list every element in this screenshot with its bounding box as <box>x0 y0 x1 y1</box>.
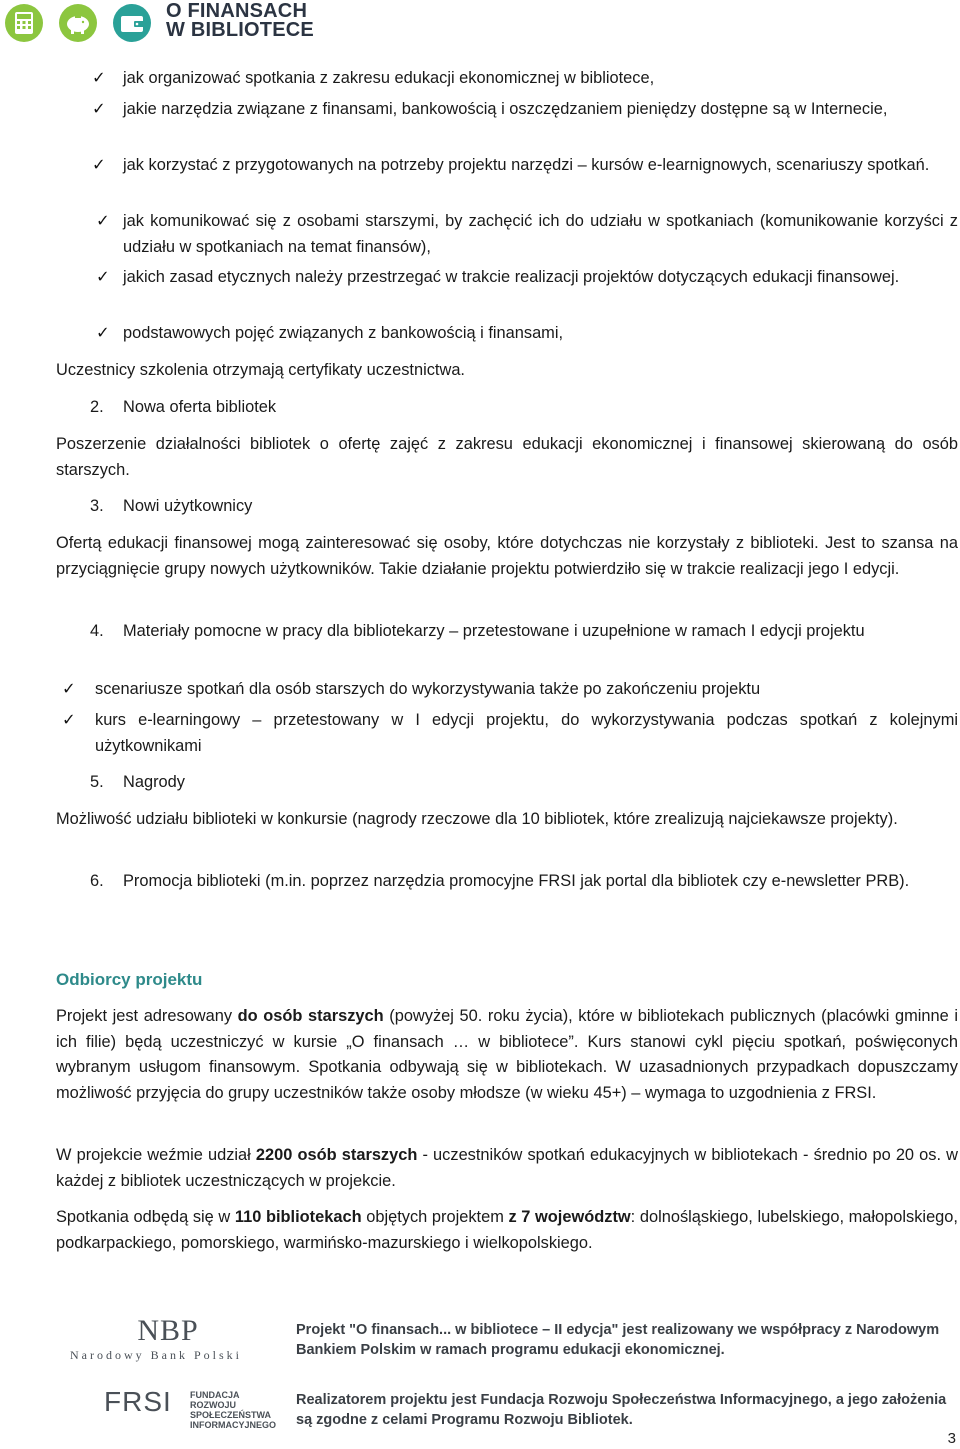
list-item-text: jakich zasad etycznych należy przestrzegać w trakcie realizacji projektów dotyczących edukacji finansowej. <box>123 268 900 286</box>
list-item <box>56 66 958 97</box>
bold-text: 110 bibliotekach <box>234 1208 362 1226</box>
brand-line-2: W BIBLIOTECE <box>166 19 314 41</box>
text-run: - uczestników spotkań edukacyjnych w bibliotekach - średnio po 20 os. w każdej z bibliotek uczestniczących w projekcie. <box>56 1146 958 1190</box>
checkmark-icon: ✓ <box>92 156 106 174</box>
document-body <box>56 66 958 1267</box>
list-item-text: jak organizować spotkania z zakresu edukacji ekonomicznej w bibliotece, <box>123 69 655 87</box>
frsi-logo-subtitle: FUNDACJA ROZWOJU SPOŁECZEŃSTWA INFORMACYJNEGO <box>190 1390 277 1430</box>
checkmark-icon: ✓ <box>92 100 106 118</box>
checkmark-icon: ✓ <box>62 711 76 729</box>
text-run: Spotkania odbędą się w <box>56 1208 235 1226</box>
header-logo <box>0 0 330 46</box>
text-run: Projekt jest adresowany <box>56 1007 238 1025</box>
list-item <box>56 153 958 209</box>
text-run: objętych projektem <box>361 1208 509 1226</box>
paragraph: Uczestnicy szkolenia otrzymają certyfikaty uczestnictwa. <box>56 361 465 379</box>
section-number: 6. <box>90 872 104 890</box>
checkmark-icon: ✓ <box>92 69 106 87</box>
section-heading-recipients: Odbiorcy projektu <box>56 970 203 989</box>
section-heading <box>56 395 958 432</box>
list-item-text: podstawowych pojęć związanych z bankowością i finansami, <box>123 324 564 342</box>
text-run: W projekcie weźmie udział <box>56 1146 256 1164</box>
section-number: 4. <box>90 622 104 640</box>
bold-text: 2200 osób starszych <box>255 1146 418 1164</box>
list-item-text: kurs e-learningowy – przetestowany w I edycji projektu, do wykorzystywania podczas spotkań z kolejnymi użytkownikami <box>95 711 958 755</box>
checkmark-icon: ✓ <box>96 268 110 286</box>
list-item-text: jakie narzędzia związane z finansami, bankowością i oszczędzaniem pieniędzy dostępne są w Internecie, <box>123 100 888 118</box>
page-number: 3 <box>947 1430 956 1447</box>
paragraph: Poszerzenie działalności bibliotek o ofertę zajęć z zakresu edukacji ekonomicznej i finansowej skierowaną do osób starszych. <box>56 435 958 479</box>
paragraph <box>56 1205 958 1267</box>
certificates-text <box>56 358 958 395</box>
nbp-logo-subtitle: Narodowy Bank Polski <box>70 1348 242 1362</box>
footer-text-frsi: Realizatorem projektu jest Fundacja Rozwoju Społeczeństwa Informacyjnego, a jego założenia są zgodne z celami Programu Rozwoju Bibliotek. <box>296 1392 947 1428</box>
section-title: Nowi użytkownicy <box>123 497 253 515</box>
paragraph <box>56 1004 958 1143</box>
text-run: (powyżej 50. roku życia), które w bibliotekach publicznych (placówki gminne i ich filie) będą uczestniczyć w kursie „O finansach … w bibliotece”. Kurs stanowi cykl pięciu spotkań, poświęconych wybranym usługom finansowym. Spotkania odbywają się w bibliotekach. W uzasadnionych przypadkach dopuszczamy możliwość przyjęcia do grupy uczestników także osoby młodsze (w wieku 45+) – wymaga to uzgodnienia z FRSI. <box>56 1007 958 1102</box>
list-item <box>56 321 958 358</box>
list-item <box>56 97 958 153</box>
nbp-logo-text: NBP <box>137 1314 199 1347</box>
list-item <box>56 677 958 708</box>
calculator-icon <box>4 3 44 43</box>
section-heading <box>56 619 958 677</box>
list-item-text: jak korzystać z przygotowanych na potrzeby projektu narzędzi – kursów e-learnignowych, scenariuszy spotkań. <box>123 156 930 174</box>
brand-line-1: O FINANSACH <box>166 0 308 22</box>
wallet-icon <box>112 3 152 43</box>
list-item <box>56 708 958 770</box>
section-number: 2. <box>90 398 104 416</box>
checkmark-icon: ✓ <box>62 680 76 698</box>
list-item <box>56 265 958 321</box>
piggy-bank-icon <box>58 3 98 43</box>
frsi-logo-text: FRSI <box>104 1386 172 1417</box>
section-heading <box>56 770 958 807</box>
nbp-logo <box>70 1314 270 1363</box>
section-heading <box>56 869 958 967</box>
paragraph: Możliwość udziału biblioteki w konkursie (nagrody rzeczowe dla 10 bibliotek, które zrealizują najciekawsze projekty). <box>56 810 898 828</box>
text-run: : dolnośląskiego, lubelskiego, małopolskiego, podkarpackiego, pomorskiego, warmińsko-mazurskiego i wielkopolskiego. <box>56 1208 958 1252</box>
footer <box>0 1300 960 1449</box>
section-title: Nowa oferta bibliotek <box>123 398 277 416</box>
list-item-text: jak komunikować się z osobami starszymi, by zachęcić ich do udziału w spotkaniach (komunikowanie korzyści z udziału w spotkaniach na temat finansów), <box>123 212 958 256</box>
section-number: 5. <box>90 773 104 791</box>
section-title: Promocja biblioteki (m.in. poprzez narzędzia promocyjne FRSI jak portal dla bibliotek czy e-newsletter PRB). <box>123 872 910 890</box>
footer-text-nbp: Projekt "O finansach... w bibliotece – II edycja" jest realizowany we współpracy z Narodowym Bankiem Polskim w ramach programu edukacji ekonomicznej. <box>296 1322 940 1358</box>
paragraph <box>56 1143 958 1205</box>
checkmark-icon: ✓ <box>96 324 110 342</box>
section-number: 3. <box>90 497 104 515</box>
paragraph: Ofertą edukacji finansowej mogą zainteresować się osoby, które dotychczas nie korzystały z biblioteki. Jest to szansa na przyciągnięcie grupy nowych użytkowników. Takie działanie projektu potwierdziło się w trakcie realizacji jego I edycji. <box>56 534 958 578</box>
checkmark-icon: ✓ <box>96 212 110 230</box>
bold-text: do osób starszych <box>237 1007 384 1025</box>
brand-name <box>166 2 314 40</box>
list-item-text: scenariusze spotkań dla osób starszych do wykorzystywania także po zakończeniu projektu <box>95 680 761 698</box>
list-item <box>56 209 958 265</box>
section-title: Nagrody <box>123 773 185 791</box>
section-title: Materiały pomocne w pracy dla bibliotekarzy – przetestowane i uzupełnione w ramach I edycji projektu <box>123 622 865 640</box>
section-heading <box>56 494 958 531</box>
bold-text: z 7 województw <box>508 1208 631 1226</box>
